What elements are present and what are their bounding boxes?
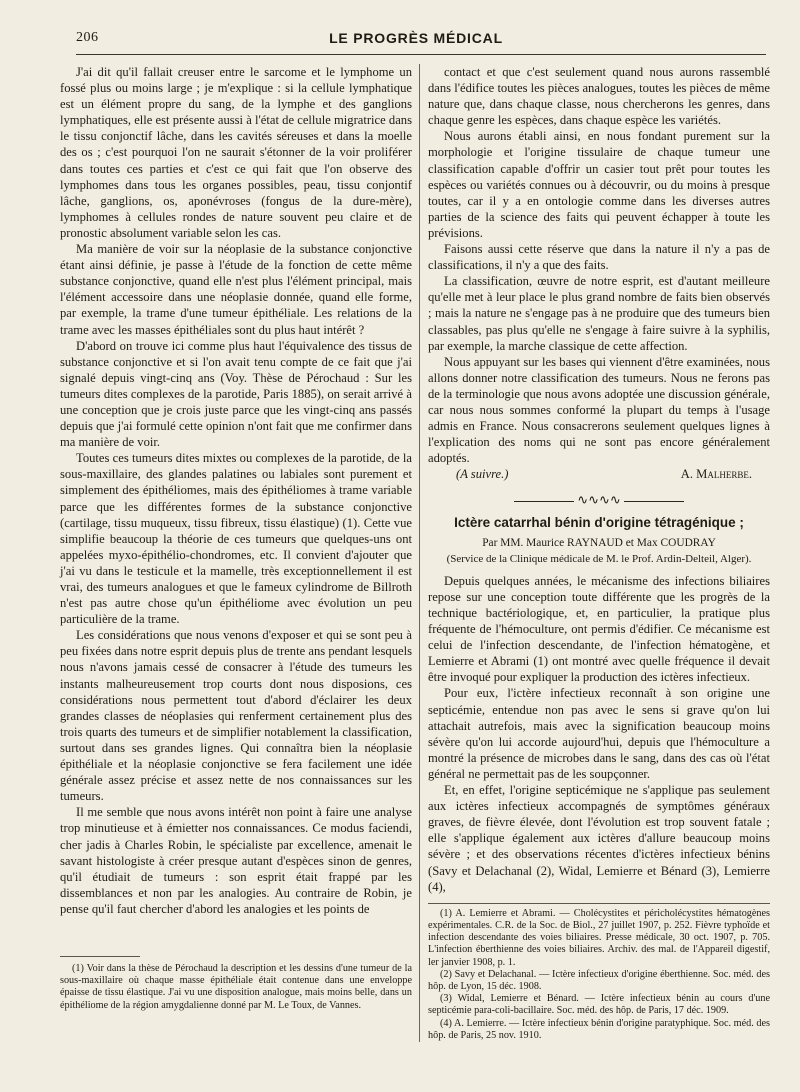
page-number: 206 [76, 30, 99, 45]
footnote: (4) A. Lemierre. — Ictère infectieux bénin d'origine paratyphique. Soc. méd. des hôp. de Paris, 25 nov. 1910. [428, 1017, 770, 1041]
to-be-continued: (A suivre.) [456, 467, 509, 482]
paragraph: Nous aurons établi ainsi, en nous fondant purement sur la morphologie et l'origine tissulaire de chaque tumeur une classification capable d'offrir un casier tout prêt pour toutes les espèces ou variétés connues ou à découvrir, ou du moins à presque toutes, car il y a en ontologie comme dans les diverses autres parties de la science des faits qui peuvent échapper à toute les prévisions. [428, 129, 770, 240]
header-rule [76, 54, 766, 55]
paragraph: contact et que c'est seulement quand nous aurons rassemblé dans l'édifice toutes les pièces analogues, toutes les pièces de même nature que, dans chaque classe, nous chercherons les genres, dans chaque genre les espèces, dans chaque espèce les variétés. [428, 65, 770, 128]
footnote: (1) A. Lemierre et Abrami. — Cholécystites et péricholécystites hématogènes expérimentales. C.R. de la Soc. de Biol., 27 juillet 1907, p. 252. Fièvre typhoïde et infection descendante des voies biliaires. Presse médicale, 30 oct. 1907, p. 705. L'infection éberthienne des voies biliaires. Archiv. des mal. de l'Appareil digestif, ler janvier 1908, p. 1. [428, 907, 770, 968]
paragraph: Il me semble que nous avons intérêt non point à faire une analyse trop minutieuse et à émietter nos connaissances. Ce modus faciendi, cher jadis à Charles Robin, le spécialiste par excellence, amenait le savant histologiste à créer presque autant d'espèces sinon de genres, qu'il étudiait de tumeurs : son esprit était frappé par les dissemblances et non par les analogies. Au contraire de Robin, je pense qu'il faut chercher d'abord les analogies et les points de [60, 805, 412, 916]
separator-line [624, 501, 684, 502]
footnote: (1) Voir dans la thèse de Pérochaud la description et les dessins d'une tumeur de la sous-maxillaire où chaque masse épithéliale était contenue dans une enveloppe épaisse de tissu élastique. J'ai vu une disposition analogue, mais moins belle, dans un épithéliome de la région amygdalienne donné par M. Le Toux, de Vannes. [60, 963, 412, 1011]
section-separator [428, 492, 770, 508]
article-title: Ictère catarrhal bénin d'origine tétragénique ; [454, 514, 744, 530]
column-divider [419, 64, 420, 1042]
paragraph: J'ai dit qu'il fallait creuser entre le sarcome et le lymphome un fossé plus ou moins large ; je m'explique : si la cellule lymphatique est un élément propre du sang, de la lymphe et des ganglions lymphatiques, elle est présente aussi à l'état de cellule migratrice dans le tissu conjonctif lâche, dans les cavités séreuses et dans la moelle des os ; c'est pourquoi l'on ne saurait s'étonner de la voir proliférer dans toutes ces parties et c'est ce qui fait que l'on observe des lymphomes dans tous les organes possibles, peau, tissu conjontif lâche, ganglions, os, aponévroses (fongus de la dure-mère), lymphomes à cellules rondes de nature souvent peu claire et de pronostic absolument variable selon les cas. [60, 65, 412, 240]
paragraph: Depuis quelques années, le mécanisme des infections biliaires repose sur une conception toute différente que les progrès de la technique bactériologique, et, en particulier, la pratique plus fréquente de l'hémoculture, ont permis d'édifier. Ce mécanisme est celui de l'infection descendante, de l'infection hématogène, et Lemierre et Abrami (1) ont montré avec quelle fréquence il devait être invoqué pour expliquer la production des ictères infectieux. [428, 573, 770, 685]
right-column [428, 64, 770, 1042]
journal-title: LE PROGRÈS MÉDICAL [329, 30, 503, 46]
paragraph: Pour eux, l'ictère infectieux reconnaît à son origine une septicémie, entendue non pas avec le sens si grave qu'on lui attachait autrefois, mais avec la signification beaucoup moins sévère qu'on lui accorde aujourd'hui, depuis que l'hémoculture a montré la présence de microbes dans le sang, dans des cas où l'état général ne permettait pas de les soupçonner. [428, 686, 770, 781]
article-authors: Par MM. Maurice RAYNAUD et Max COUDRAY [482, 536, 716, 549]
footnote: (2) Savy et Delachanal. — Ictère infectieux d'origine éberthienne. Soc. méd. des hôp. de Lyon, 15 déc. 1908. [428, 968, 770, 992]
article-signature [428, 466, 770, 482]
page-header [76, 30, 756, 52]
footnote-rule [60, 956, 140, 957]
footnote: (3) Widal, Lemierre et Bénard. — Ictère infectieux bénin au cours d'une septicémie para-coli-bacillaire. Soc. méd. des hôp. de Paris, 17 déc. 1909. [428, 993, 770, 1017]
separator-ornament: ∿∿∿∿ [577, 492, 621, 508]
separator-line [514, 501, 574, 502]
paragraph: Les considérations que nous venons d'exposer et qui se sont peu à peu fixées dans notre esprit depuis plus de trente ans pendant lesquels nous n'avons jamais cessé de consacrer à l'étude des tumeurs les instants malheureusement trop courts dont nous disposions, ces considérations nous permettent tout d'abord d'éclairer les deux grandes classes de néoplasies qui renferment certainement plus des trois quarts des tumeurs et de simplifier notablement la classification, surtout dans ses grandes lignes. Qui connaîtra bien la néoplasie épithéliale et la néoplasie conjonctive se fera facilement une idée générale assez précise et assez nette de nos connaissances sur les tumeurs. [60, 628, 412, 804]
left-column [60, 64, 412, 917]
paragraph: Ma manière de voir sur la néoplasie de la substance conjonctive étant ainsi définie, je passe à l'étude de la fonction de cette même substance conjonctive, quand elle n'est plus l'élément principal, mais l'élément accessoire dans une néoplasie donnée, quand elle forme, par exemple, la trame d'une tumeur épithéliale. Les relations de la trame avec les masses épithéliales sont du plus haut intérêt ? [60, 242, 412, 337]
footnote-rule [428, 903, 770, 904]
author-signature: A. Malherbe. [680, 467, 752, 482]
paragraph: Nous appuyant sur les bases qui viennent d'être examinées, nous allons donner notre classification des tumeurs. Nous ne ferons pas de la terminologie que nous avons adoptée une discussion générale, car nous nous sommes conformé la plupart du temps à l'usage admis en France. Nous consacrerons seulement quelques lignes à l'explication des noms qui ne sont pas encore généralement adoptés. [428, 354, 770, 466]
paragraph: Faisons aussi cette réserve que dans la nature il n'y a pas de classifications, il n'y a que des faits. [428, 242, 770, 273]
paragraph: D'abord on trouve ici comme plus haut l'équivalence des tissus de substance conjonctive et si l'on avait tenu compte de ce fait que j'ai signalé depuis vingt-cinq ans (Voy. Thèse de Pérochaud : Sur les tumeurs dites complexes de la parotide, Paris 1885), on serait arrivé à une conception que je crois juste parce que les vingt-cinq ans passés depuis que j'ai formulé cette opinion n'ont fait que me confirmer dans ma manière de voir. [60, 338, 412, 450]
paragraph: La classification, œuvre de notre esprit, est d'autant meilleure qu'elle met à leur place le plus grand nombre de faits bien observés ; mais la nature ne s'engage pas à ne produire que des tumeurs bien classables, pas plus qu'elle ne s'engage à faire suivre à la syphilis, par exemple, la marche classique de cette affection. [428, 274, 770, 353]
paragraph: Et, en effet, l'origine septicémique ne s'applique pas seulement aux ictères infectieux accompagnés de symptômes généraux graves, de fièvre élevée, dont l'évolution est trop souvent fatale ; elle s'applique également aux ictères d'allure beaucoup moins sévère ; et des observations récentes d'ictères infectieux bénins (Savy et Delachanal (2), Widal, Lemierre et Bénard (3), Lemierre (4), [428, 783, 770, 894]
article-affiliation: (Service de la Clinique médicale de M. le Prof. Ardin-Delteil, Alger). [446, 552, 752, 565]
paragraph: Toutes ces tumeurs dites mixtes ou complexes de la parotide, de la sous-maxillaire, des glandes palatines ou labiales sont purement et simplement des épithéliomes, mais des épithéliomes à trame variable parce que les différentes formes de la substance conjonctive (cartilage, tissu muqueux, tissu fibreux, tissu élastique) (1). Cette vue simplifie beaucoup la théorie de ces tumeurs que quelques-uns ont appelées myxo-épithélio-chondromes, etc. Il convient d'ajouter que j'ai vu dans le testicule et la mamelle, très exceptionnellement il est vrai, des tumeurs analogues et que le fameux cylindrome de Billroth n'est pas autre chose qu'un épithéliome avec évolution un peu particulière de la trame. [60, 451, 412, 627]
